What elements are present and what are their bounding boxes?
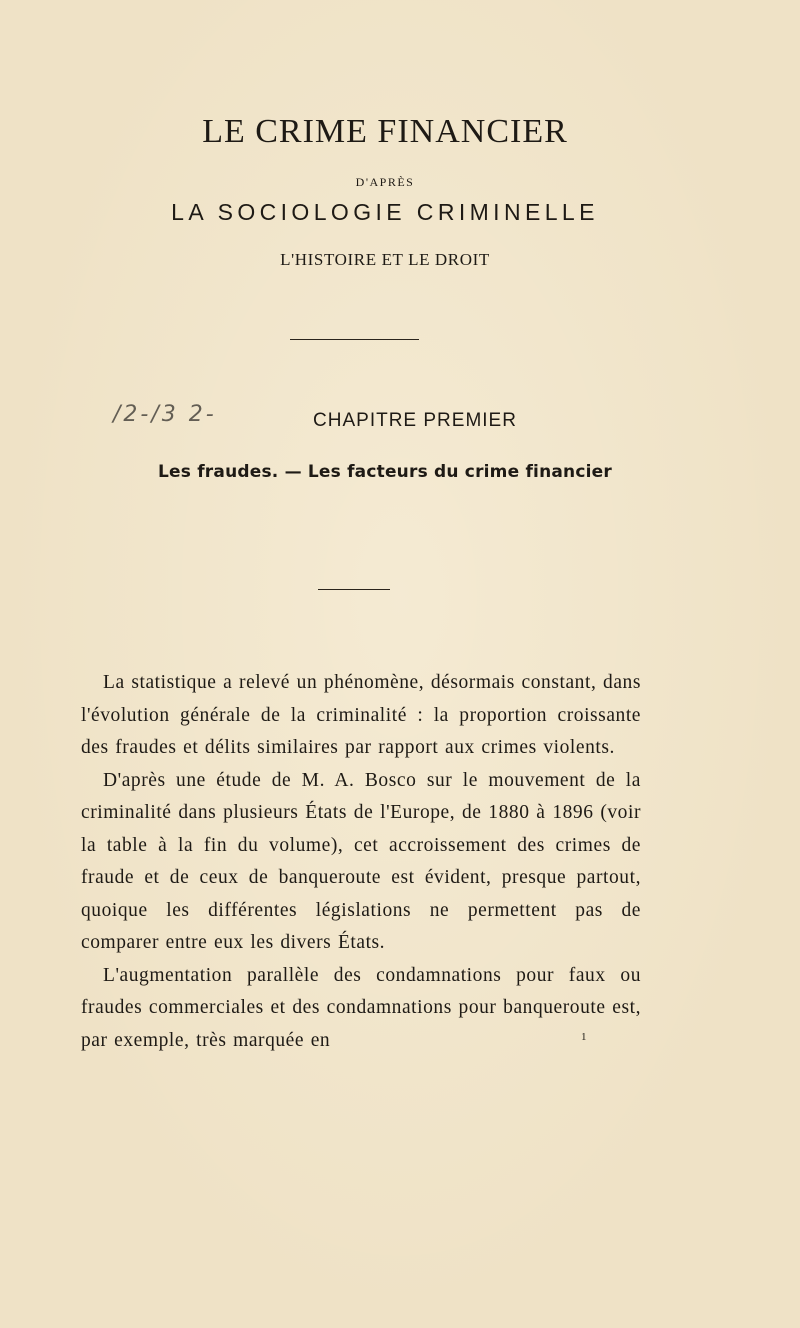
subtitle-dapres: D'APRÈS [355, 175, 415, 189]
chapter-heading: CHAPITRE PREMIER [313, 410, 517, 431]
body-text [81, 667, 641, 1057]
book-title: LE CRIME FINANCIER [202, 113, 568, 150]
section-divider [318, 589, 390, 590]
paragraph: La statistique a relevé un phénomène, désormais constant, dans l'évolution générale de la criminalité : la proportion croissante des fraudes et délits similaires par rapport aux crimes violents. [81, 672, 641, 758]
paragraph: D'après une étude de M. A. Bosco sur le mouvement de la criminalité dans plusieurs États de l'Europe, de 1880 à 1896 (voir la table à la fin du volume), cet accroissement des crimes de fraude et de ceux de banqueroute est évident, presque partout, quoique les différentes législations ne permettent pas de comparer entre eux les divers États. [81, 769, 641, 953]
subtitle-history: L'HISTOIRE ET LE DROIT [280, 250, 490, 269]
subtitle-sociology: LA SOCIOLOGIE CRIMINELLE [171, 199, 599, 225]
paragraph: L'augmentation parallèle des condamnations pour faux ou fraudes commerciales et des condamnations pour banqueroute est, par exemple, très marquée en [81, 964, 641, 1051]
title-divider [290, 339, 419, 340]
page-number: 1 [581, 1031, 588, 1043]
pencil-annotation: /2-/3 2- [113, 402, 217, 427]
section-title: Les fraudes. — Les facteurs du crime financier [158, 462, 612, 482]
